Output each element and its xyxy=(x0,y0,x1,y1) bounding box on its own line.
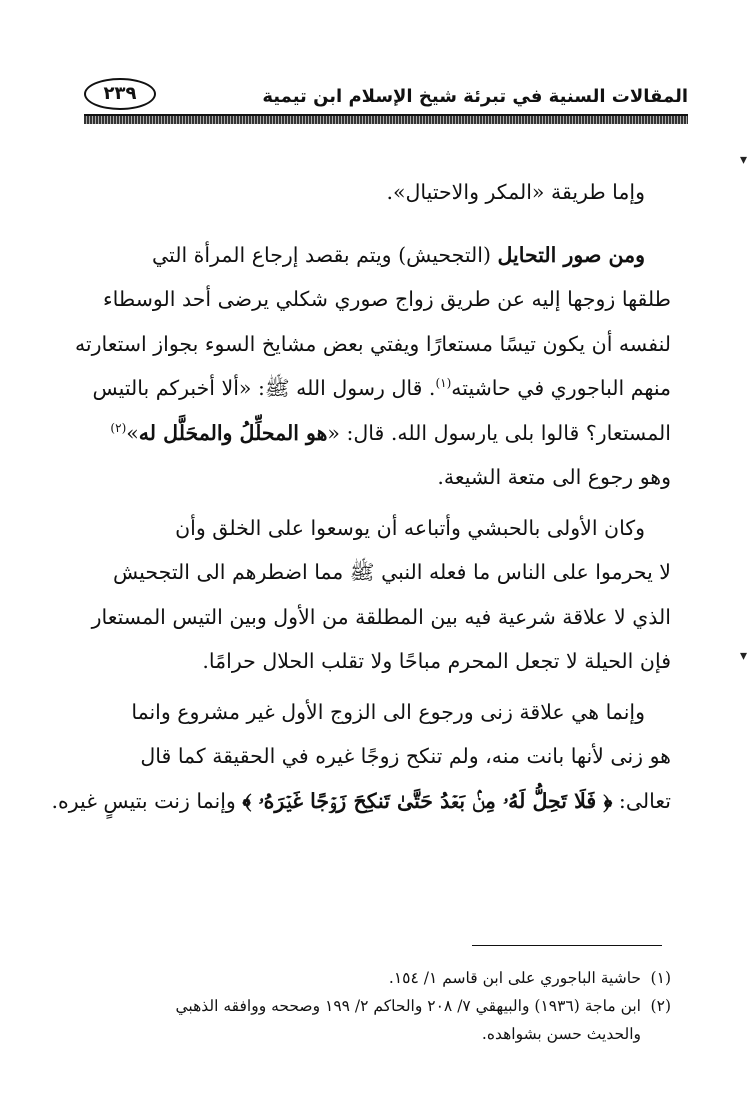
text: المستعار؟ قالوا بلى يارسول الله. قال: « xyxy=(327,420,671,445)
text: وهو رجوع الى متعة الشيعة. xyxy=(437,465,671,489)
text: طلقها زوجها إليه عن طريق زواج صوري شكلي يرضى أحد الوسطاء xyxy=(103,287,671,311)
page-number: ٢٣٩ xyxy=(84,78,156,110)
quran-verse: ﴿ فَلَا تَحِلُّ لَهُۥ مِنۢ بَعۡدُ حَتَّىٰ تَنكِحَ زَوۡجًا غَيۡرَهُۥ ﴾ xyxy=(242,788,613,813)
paragraph-line xyxy=(51,779,671,824)
scan-edge-mark: ▾ xyxy=(739,648,747,664)
footnote-number: (٢) xyxy=(650,997,671,1015)
footnote-text: ابن ماجة (١٩٣٦) والبيهقي ٧/ ٢٠٨ والحاكم ٢/ ١٩٩ وصححه ووافقه الذهبي xyxy=(175,997,641,1015)
paragraph-line xyxy=(81,734,671,779)
bold-quote: هو المحلِّلُ والمحَلَّل له xyxy=(138,420,328,445)
paragraph-line xyxy=(81,595,671,640)
paragraph-line xyxy=(81,233,671,278)
text: وكان الأولى بالحبشي وأتباعه أن يوسعوا على الخلق وأن xyxy=(175,515,645,540)
footnote-ref-1[interactable]: (١) xyxy=(435,376,452,391)
paragraph-line xyxy=(81,170,671,215)
footnote-2-continuation xyxy=(81,1020,671,1048)
text: (التجحيش) ويتم بقصد إرجاع المرأة التي xyxy=(151,242,498,267)
text: لنفسه أن يكون تيسًا مستعارًا ويفتي بعض مشايخ السوء بجواز استعارته xyxy=(74,331,671,356)
main-text xyxy=(51,170,671,823)
paragraph-line xyxy=(81,411,671,456)
text: . قال رسول الله ﷺ: «ألا أخبركم بالتيس xyxy=(92,376,436,400)
text: تعالى: xyxy=(612,788,671,813)
paragraph-line xyxy=(81,277,671,322)
text: وإنما زنت بتيسٍ غيره. xyxy=(51,788,243,813)
footnote-number: (١) xyxy=(650,969,671,987)
paragraph-line xyxy=(81,550,671,595)
footnote-1 xyxy=(81,964,671,992)
text: هو زنى لأنها بانت منه، ولم تنكح زوجًا غيره في الحقيقة كما قال xyxy=(140,744,671,768)
text: وإما طريقة «المكر والاحتيال». xyxy=(386,180,645,204)
paragraph-line xyxy=(81,690,671,735)
paragraph-line xyxy=(74,322,671,367)
text: وإنما هي علاقة زنى ورجوع الى الزوج الأول غير مشروع وانما xyxy=(131,699,645,724)
scan-edge-mark: ▾ xyxy=(739,152,747,168)
footnote-text: والحديث حسن بشواهده. xyxy=(481,1025,641,1043)
header-rule xyxy=(84,114,688,124)
book-title: المقالات السنية في تبرئة شيخ الإسلام ابن تيمية xyxy=(262,86,688,107)
text: فإن الحيلة لا تجعل المحرم مباحًا ولا تقلب الحلال حرامًا. xyxy=(202,649,671,673)
footnote-text: حاشية الباجوري على ابن قاسم ١/ ١٥٤. xyxy=(388,969,641,987)
paragraph-line xyxy=(81,639,671,684)
footnotes xyxy=(81,964,671,1048)
text: لا يحرموا على الناس ما فعله النبي ﷺ مما اضطرهم الى التجحيش xyxy=(113,560,671,584)
footnote-separator xyxy=(472,945,662,946)
text: الذي لا علاقة شرعية فيه بين المطلقة من الأول وبين التيس المستعار xyxy=(91,604,671,629)
running-header xyxy=(84,74,688,114)
bold-lead: ومن صور التحايل xyxy=(497,242,645,267)
paragraph-line xyxy=(81,455,671,500)
paragraph-line xyxy=(81,366,671,411)
paragraph-line xyxy=(81,506,671,551)
footnote-ref-2[interactable]: (٢) xyxy=(110,420,127,435)
text: » xyxy=(126,420,139,445)
text: منهم الباجوري في حاشيته xyxy=(451,376,671,400)
footnote-2 xyxy=(81,992,671,1020)
